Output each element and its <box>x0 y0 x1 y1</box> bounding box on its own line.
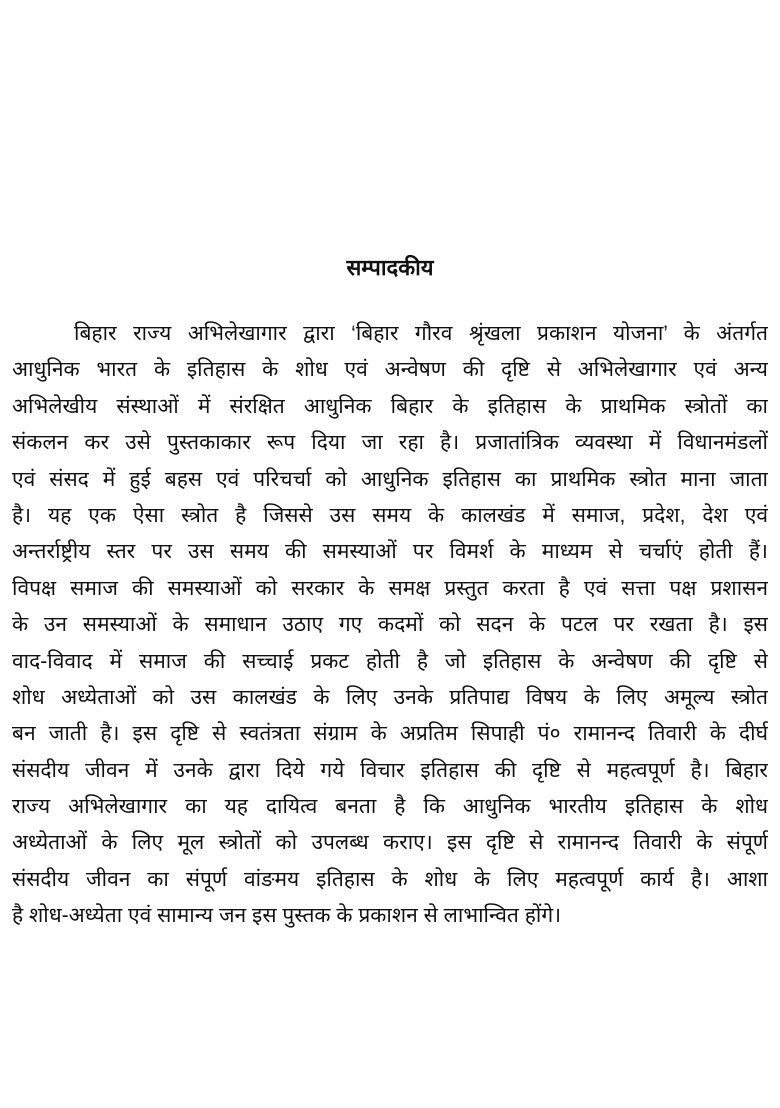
paragraph-line: राज्य अभिलेखागार का यह दायित्व बनता है कि आधुनिक भारतीय इतिहास के शोध <box>12 795 768 819</box>
paragraph-line: है। यह एक ऐसा स्त्रोत है जिससे उस समय के कालखंड में समाज, प्रदेश, देश एवं <box>12 503 768 527</box>
paragraph-line: एवं संसद में हुई बहस एवं परिचर्चा को आधुनिक इतिहास का प्राथमिक स्त्रोत माना जाता <box>12 467 768 491</box>
paragraph-line: विपक्ष समाज की समस्याओं को सरकार के समक्ष प्रस्तुत करता है एवं सत्ता पक्ष प्रशासन <box>12 576 768 600</box>
paragraph-line: आधुनिक भारत के इतिहास के शोध एवं अन्वेषण की दृष्टि से अभिलेखागार एवं अन्य <box>12 358 768 382</box>
paragraph-line: संकलन कर उसे पुस्तकाकार रूप दिया जा रहा है। प्रजातांत्रिक व्यवस्था में विधानमंडलों <box>12 431 768 455</box>
page-title: सम्पादकीय <box>346 255 434 280</box>
editorial-body <box>12 316 768 935</box>
paragraph-line: वाद-विवाद में समाज की सच्चाई प्रकट होती है जो इतिहास के अन्वेषण की दृष्टि से <box>12 649 768 673</box>
paragraph-line: बिहार राज्य अभिलेखागार द्वारा ‘बिहार गौरव श्रृंखला प्रकाशन योजना’ के अंतर्गत <box>74 322 768 345</box>
paragraph-line: अन्तर्राष्ट्रीय स्तर पर उस समय की समस्याओं पर विमर्श के माध्यम से चर्चाएं होती हैं। <box>12 540 768 564</box>
paragraph-line: अध्येताओं के लिए मूल स्त्रोतों को उपलब्ध कराए। इस दृष्टि से रामानन्द तिवारी के संपूर्ण <box>12 831 768 855</box>
paragraph-line: संसदीय जीवन का संपूर्ण वांङमय इतिहास के शोध के लिए महत्वपूर्ण कार्य है। आशा <box>12 867 768 891</box>
paragraph-line: है शोध-अध्येता एवं सामान्य जन इस पुस्तक के प्रकाशन से लाभान्वित होंगे। <box>12 904 562 928</box>
paragraph-line: अभिलेखीय संस्थाओं में संरक्षित आधुनिक बिहार के इतिहास के प्राथमिक स्त्रोतों का <box>12 394 768 418</box>
paragraph-line: शोध अध्येताओं को उस कालखंड के लिए उनके प्रतिपाद्य विषय के लिए अमूल्य स्त्रोत <box>12 685 768 709</box>
paragraph-line: के उन समस्याओं के समाधान उठाए गए कदमों को सदन के पटल पर रखता है। इस <box>12 613 768 637</box>
paragraph-line: बन जाती है। इस दृष्टि से स्वतंत्रता संग्राम के अप्रतिम सिपाही पं० रामानन्द तिवारी के दीर्घ <box>12 722 768 746</box>
paragraph-line: संसदीय जीवन में उनके द्वारा दिये गये विचार इतिहास की दृष्टि से महत्वपूर्ण है। बिहार <box>12 758 768 782</box>
